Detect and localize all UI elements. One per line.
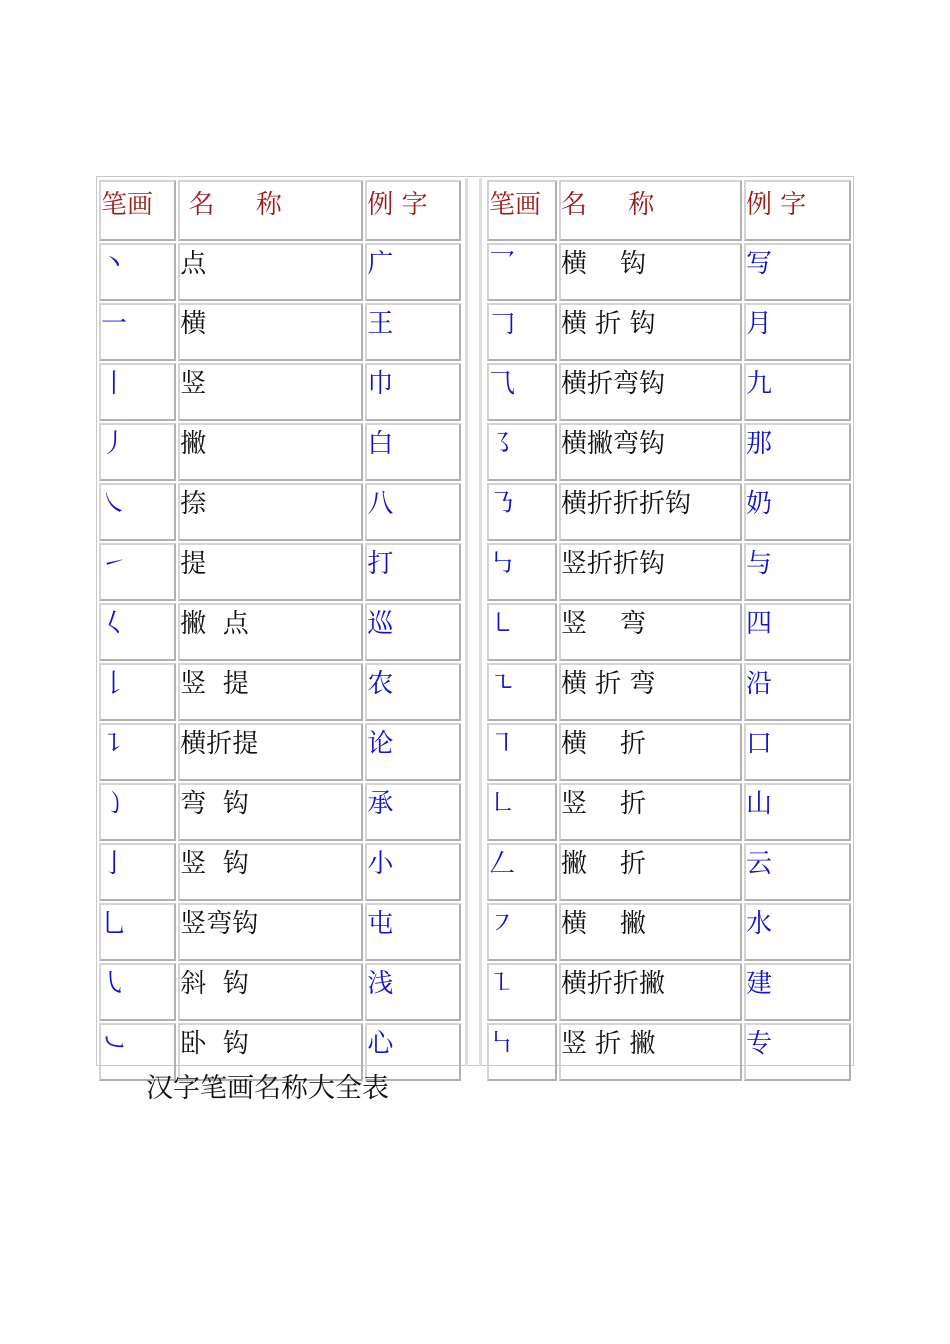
stroke-glyph: ㇉ — [487, 543, 557, 601]
stroke-name: 横撇弯钩 — [559, 423, 742, 481]
stroke-glyph: ㇂ — [99, 963, 176, 1021]
stroke-name: 卧 钩 — [178, 1023, 363, 1081]
table-row — [99, 603, 461, 661]
stroke-table-right — [485, 178, 853, 1083]
table-row — [99, 663, 461, 721]
table-header-row — [487, 180, 851, 241]
example-char: 九 — [744, 363, 851, 421]
table-row — [487, 303, 851, 361]
table-row — [487, 603, 851, 661]
stroke-glyph: 丿 — [99, 423, 176, 481]
stroke-name: 点 — [178, 243, 363, 301]
stroke-glyph: ⺄ — [487, 363, 557, 421]
table-row — [99, 303, 461, 361]
example-char: 白 — [365, 423, 461, 481]
table-row — [99, 363, 461, 421]
table-row — [99, 483, 461, 541]
table-row — [99, 543, 461, 601]
stroke-glyph: ㇇ — [487, 903, 557, 961]
table-row — [99, 723, 461, 781]
stroke-name: 提 — [178, 543, 363, 601]
stroke-name: 斜 钩 — [178, 963, 363, 1021]
table-row — [487, 1023, 851, 1081]
stroke-name: 竖 钩 — [178, 843, 363, 901]
table-row — [487, 903, 851, 961]
stroke-name: 横 钩 — [559, 243, 742, 301]
stroke-glyph: 乚 — [99, 903, 176, 961]
example-char: 月 — [744, 303, 851, 361]
example-char: 承 — [365, 783, 461, 841]
example-char: 屯 — [365, 903, 461, 961]
table-row — [487, 483, 851, 541]
example-char: 论 — [365, 723, 461, 781]
table-row — [487, 663, 851, 721]
stroke-glyph: 乛 — [487, 243, 557, 301]
stroke-name: 撇 — [178, 423, 363, 481]
stroke-name: 弯 钩 — [178, 783, 363, 841]
stroke-glyph: ㇌ — [487, 423, 557, 481]
stroke-name: 横 折 钩 — [559, 303, 742, 361]
example-char: 农 — [365, 663, 461, 721]
stroke-glyph: 𠃋 — [487, 843, 557, 901]
example-char: 八 — [365, 483, 461, 541]
stroke-name: 捺 — [178, 483, 363, 541]
stroke-name: 竖弯钩 — [178, 903, 363, 961]
example-char: 心 — [365, 1023, 461, 1081]
stroke-name: 撇 折 — [559, 843, 742, 901]
table-row — [487, 243, 851, 301]
stroke-glyph: ㇗ — [487, 783, 557, 841]
stroke-glyph: 一 — [99, 303, 176, 361]
example-char: 浅 — [365, 963, 461, 1021]
stroke-glyph: 亅 — [99, 843, 176, 901]
stroke-glyph: ㇁ — [99, 783, 176, 841]
header-stroke: 笔画 — [487, 180, 557, 241]
table-row — [487, 843, 851, 901]
table-row — [487, 543, 851, 601]
example-char: 山 — [744, 783, 851, 841]
stroke-glyph: 丨 — [99, 363, 176, 421]
stroke-glyph: 𡿨 — [99, 603, 176, 661]
stroke-glyph: 𠄌 — [99, 663, 176, 721]
header-name: 名 称 — [178, 180, 363, 241]
table-row — [487, 783, 851, 841]
example-char: 小 — [365, 843, 461, 901]
table-row — [99, 243, 461, 301]
table-row — [487, 723, 851, 781]
table-row — [99, 843, 461, 901]
stroke-name: 竖 弯 — [559, 603, 742, 661]
example-char: 巡 — [365, 603, 461, 661]
example-char: 四 — [744, 603, 851, 661]
table-row — [99, 423, 461, 481]
stroke-name: 横折弯钩 — [559, 363, 742, 421]
stroke-name: 横折提 — [178, 723, 363, 781]
header-example: 例 字 — [365, 180, 461, 241]
stroke-name: 横 — [178, 303, 363, 361]
example-char: 建 — [744, 963, 851, 1021]
stroke-name: 竖 折 — [559, 783, 742, 841]
header-stroke: 笔画 — [99, 180, 176, 241]
table-row — [99, 903, 461, 961]
stroke-name: 撇 点 — [178, 603, 363, 661]
stroke-glyph: ㇃ — [99, 1023, 176, 1081]
stroke-glyph: ㇏ — [99, 483, 176, 541]
table-header-row — [99, 180, 461, 241]
example-char: 王 — [365, 303, 461, 361]
example-char: 口 — [744, 723, 851, 781]
stroke-glyph: 𠃌 — [487, 303, 557, 361]
example-char: 写 — [744, 243, 851, 301]
stroke-name: 横折折撇 — [559, 963, 742, 1021]
example-char: 与 — [744, 543, 851, 601]
table-row — [487, 423, 851, 481]
table-row — [487, 363, 851, 421]
example-char: 沿 — [744, 663, 851, 721]
stroke-name: 横 折 — [559, 723, 742, 781]
stroke-glyph: ㇊ — [99, 723, 176, 781]
stroke-name: 竖 提 — [178, 663, 363, 721]
stroke-glyph: 丶 — [99, 243, 176, 301]
stroke-glyph: ㇕ — [487, 723, 557, 781]
stroke-name: 竖 — [178, 363, 363, 421]
header-name: 名 称 — [559, 180, 742, 241]
stroke-name: 横折折折钩 — [559, 483, 742, 541]
table-row — [487, 963, 851, 1021]
stroke-table-left — [97, 178, 463, 1083]
stroke-glyph: ㇀ — [99, 543, 176, 601]
table-row — [99, 783, 461, 841]
stroke-glyph: ㇅ — [487, 963, 557, 1021]
example-char: 云 — [744, 843, 851, 901]
table-caption: 汉字笔画名称大全表 — [146, 1073, 389, 1104]
stroke-glyph: ㇍ — [487, 663, 557, 721]
stroke-name: 竖折折钩 — [559, 543, 742, 601]
example-char: 奶 — [744, 483, 851, 541]
stroke-glyph: ㇄ — [487, 603, 557, 661]
stroke-name: 竖 折 撇 — [559, 1023, 742, 1081]
stroke-name: 横 折 弯 — [559, 663, 742, 721]
example-char: 专 — [744, 1023, 851, 1081]
example-char: 广 — [365, 243, 461, 301]
stroke-glyph: ㇡ — [487, 483, 557, 541]
example-char: 巾 — [365, 363, 461, 421]
example-char: 那 — [744, 423, 851, 481]
stroke-name: 横 撇 — [559, 903, 742, 961]
example-char: 水 — [744, 903, 851, 961]
header-example: 例 字 — [744, 180, 851, 241]
table-row — [99, 963, 461, 1021]
stroke-glyph: ㇞ — [487, 1023, 557, 1081]
example-char: 打 — [365, 543, 461, 601]
table-divider — [463, 178, 485, 1066]
